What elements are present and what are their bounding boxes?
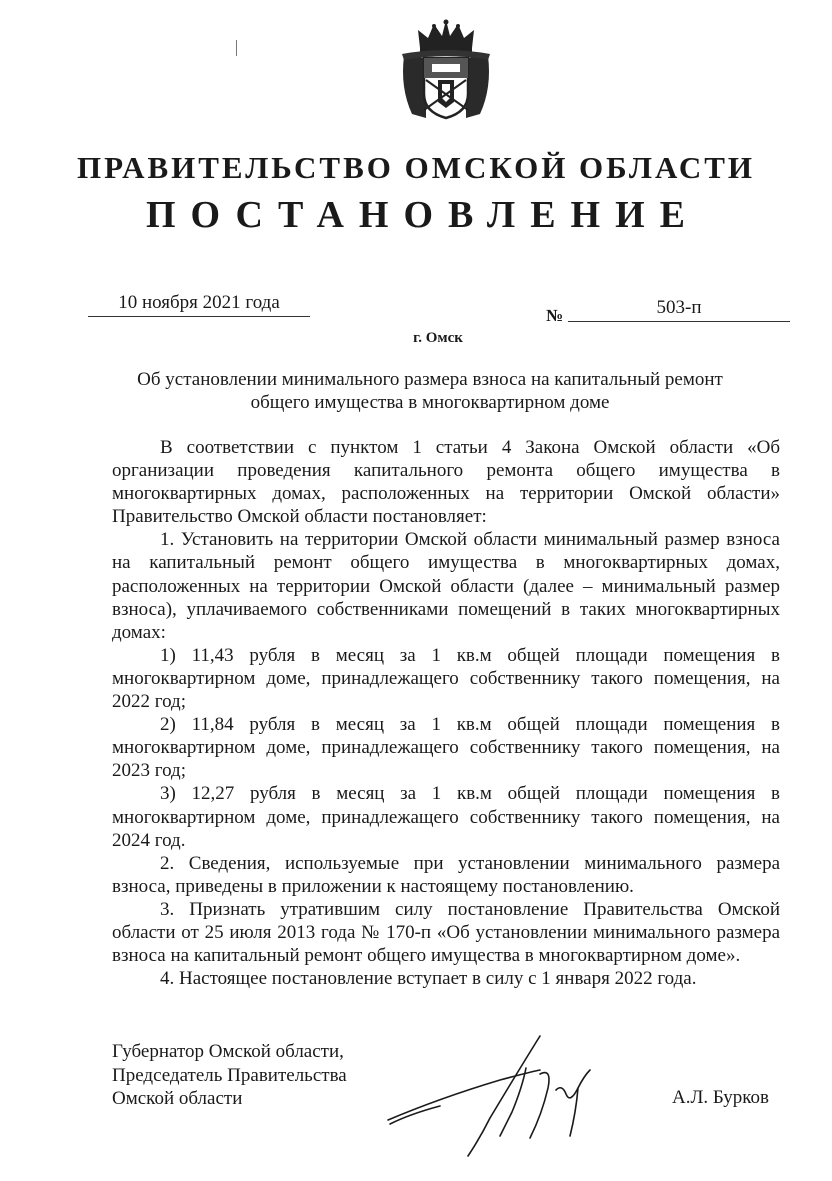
signatory-title-line: Председатель Правительства: [112, 1064, 347, 1086]
document-body: [112, 436, 780, 990]
clause-3-paragraph: 3. Признать утратившим силу постановление Правительства Омской области от 25 июля 2013 года № 170-п «Об установлении минимального размера взноса на капитальный ремонт общего имущества в многоквартирном доме».: [112, 898, 780, 967]
subject-line: Об установлении минимального размера взноса на капитальный ремонт: [137, 369, 723, 390]
clause-1-paragraph: 1. Установить на территории Омской области минимальный размер взноса на капитальный ремонт общего имущества в многоквартирных домах, расположенных на территории Омской области (далее – минимальный размер взноса), уплачиваемого собственниками помещений в таких многоквартирных домах:: [112, 529, 780, 643]
clause-2-paragraph: 2. Сведения, используемые при установлении минимального размера взноса, приведены в приложении к настоящему постановлению.: [112, 852, 780, 897]
document-type-title: ПОСТАНОВЛЕНИЕ: [145, 194, 701, 236]
clause-4-paragraph: 4. Настоящее постановление вступает в силу с 1 января 2022 года.: [160, 968, 697, 990]
government-title: ПРАВИТЕЛЬСТВО ОМСКОЙ ОБЛАСТИ: [76, 150, 756, 185]
handwritten-signature: [380, 1028, 620, 1163]
document-city: г. Омск: [413, 330, 463, 346]
clause-1-item-3: 3) 12,27 рубля в месяц за 1 кв.м общей площади помещения в многоквартирном доме, принадлежащего собственнику такого помещения, на 2024 год.: [112, 783, 780, 851]
document-subject: [80, 368, 780, 414]
signatory-title-line: Омской области: [112, 1088, 243, 1109]
document-number: 503-п: [568, 297, 790, 322]
clause-1-item-2: 2) 11,84 рубля в месяц за 1 кв.м общей площади помещения в многоквартирном доме, принадлежащего собственнику такого помещения, на 2023 год;: [112, 714, 780, 782]
scan-mark: [236, 40, 237, 56]
signatory-name: А.Л. Бурков: [672, 1087, 770, 1108]
preamble-paragraph: В соответствии с пунктом 1 статьи 4 Закона Омской области «Об организации проведения капитального ремонта общего имущества в многоквартирных домах, расположенных на территории Омской области» Правительство Омской области постановляет:: [112, 437, 780, 528]
coat-of-arms-icon: [398, 18, 494, 122]
signatory-title: [112, 1040, 347, 1111]
number-sign: №: [546, 306, 564, 325]
clause-1-item-1: 1) 11,43 рубля в месяц за 1 кв.м общей площади помещения в многоквартирном доме, принадлежащего собственнику такого помещения, на 2022 год;: [112, 644, 780, 713]
document-date: 10 ноября 2021 года: [88, 292, 310, 317]
signatory-title-line: Губернатор Омской области,: [112, 1041, 344, 1062]
subject-line: общего имущества в многоквартирном доме: [250, 392, 610, 413]
